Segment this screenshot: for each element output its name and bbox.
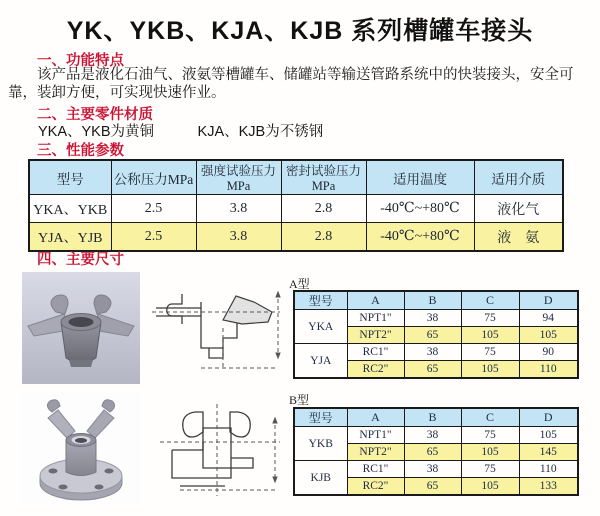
type-a-coupling-photo-image	[22, 272, 140, 384]
materials-line: YKA、YKB为黄铜 KJA、KJB为不锈钢	[38, 124, 324, 140]
column-header: A	[347, 291, 404, 310]
table-cell: NPT1"	[347, 427, 404, 444]
table-cell: RC1"	[347, 344, 404, 361]
section-heading-performance: 三、性能参数	[37, 143, 124, 159]
table-cell: 105	[461, 327, 519, 344]
table-row	[294, 461, 578, 478]
section-heading-materials: 二、主要零件材质	[37, 107, 153, 123]
table-cell: 133	[519, 478, 578, 496]
table-cell: 3.8	[196, 223, 281, 252]
column-header: B	[404, 291, 461, 310]
table-cell: RC1"	[347, 461, 404, 478]
column-header: B	[404, 408, 461, 427]
table-cell: 105	[519, 427, 578, 444]
model-cell: YKB	[294, 427, 347, 461]
model-cell: KJB	[294, 461, 347, 496]
type-a-cross-section-drawing	[146, 276, 288, 378]
type-a-coupling-photo	[22, 272, 140, 384]
column-header: 公称压力MPa	[111, 160, 196, 195]
table-cell: NPT2"	[347, 444, 404, 461]
table-row	[294, 344, 578, 361]
table-row	[29, 223, 563, 252]
column-header: C	[461, 291, 519, 310]
table-cell: 105	[519, 327, 578, 344]
table-header-row	[294, 291, 578, 310]
table-cell: 2.5	[111, 195, 196, 223]
table-cell: 105	[461, 478, 519, 496]
model-cell: YKA	[294, 310, 347, 344]
features-paragraph: 该产品是液化石油气、液氨等槽罐车、储罐站等输送管路系统中的快装接头，安全可靠，装卸方便，可实现快速作业。	[8, 67, 574, 101]
table-cell: 75	[461, 344, 519, 361]
table-cell: 38	[404, 427, 461, 444]
table-cell: 75	[461, 461, 519, 478]
table-cell: 液化气	[474, 195, 563, 223]
column-header: C	[461, 408, 519, 427]
table-cell: RC2"	[347, 478, 404, 496]
type-b-drawing-image	[150, 398, 287, 502]
column-header: 型号	[29, 160, 111, 195]
column-header: D	[519, 291, 578, 310]
table-cell: 105	[461, 444, 519, 461]
performance-table	[28, 159, 564, 252]
table-cell: 2.8	[281, 223, 366, 252]
column-header: 强度试验压力MPa	[196, 160, 281, 195]
table-cell: -40℃~+80℃	[366, 195, 474, 223]
table-cell: 38	[404, 310, 461, 327]
table-cell: NPT1"	[347, 310, 404, 327]
table-cell: 2.8	[281, 195, 366, 223]
table-cell: 145	[519, 444, 578, 461]
type-b-coupling-photo-image	[22, 392, 140, 504]
column-header: D	[519, 408, 578, 427]
table-row	[294, 427, 578, 444]
table-row	[29, 195, 563, 223]
type-b-cross-section-drawing	[150, 398, 287, 502]
table-cell: 75	[461, 427, 519, 444]
table-cell: 38	[404, 344, 461, 361]
column-header: 适用介质	[474, 160, 563, 195]
model-cell: YJA	[294, 344, 347, 379]
table-cell: NPT2"	[347, 327, 404, 344]
dim-table-a-label: A型	[289, 277, 310, 291]
column-header: 型号	[294, 408, 347, 427]
table-cell: 105	[461, 361, 519, 379]
table-cell: 2.5	[111, 223, 196, 252]
table-cell: 液 氨	[474, 223, 563, 252]
table-cell: 65	[404, 478, 461, 496]
table-row	[294, 310, 578, 327]
table-cell: YKA、YKB	[29, 195, 111, 223]
table-cell: 65	[404, 444, 461, 461]
table-cell: -40℃~+80℃	[366, 223, 474, 252]
type-a-drawing-image	[146, 276, 288, 378]
dim-table-b-label: B型	[289, 393, 310, 407]
table-cell: YJA、YJB	[29, 223, 111, 252]
dimension-table-a	[293, 290, 579, 379]
table-header-row	[29, 160, 563, 195]
column-header: 型号	[294, 291, 347, 310]
table-cell: 3.8	[196, 195, 281, 223]
page-title: YK、YKB、KJA、KJB 系列槽罐车接头	[66, 17, 534, 45]
table-cell: 90	[519, 344, 578, 361]
table-cell: 65	[404, 327, 461, 344]
section-heading-features: 一、功能特点	[37, 53, 124, 69]
table-cell: 110	[519, 361, 578, 379]
column-header: A	[347, 408, 404, 427]
column-header: 适用温度	[366, 160, 474, 195]
table-cell: 65	[404, 361, 461, 379]
table-cell: RC2"	[347, 361, 404, 379]
column-header: 密封试验压力MPa	[281, 160, 366, 195]
dimension-table-b	[293, 407, 579, 496]
table-header-row	[294, 408, 578, 427]
table-cell: 38	[404, 461, 461, 478]
table-cell: 110	[519, 461, 578, 478]
type-b-flanged-coupling-photo	[22, 392, 140, 504]
table-cell: 75	[461, 310, 519, 327]
section-heading-dimensions: 四、主要尺寸	[37, 252, 124, 268]
table-cell: 94	[519, 310, 578, 327]
